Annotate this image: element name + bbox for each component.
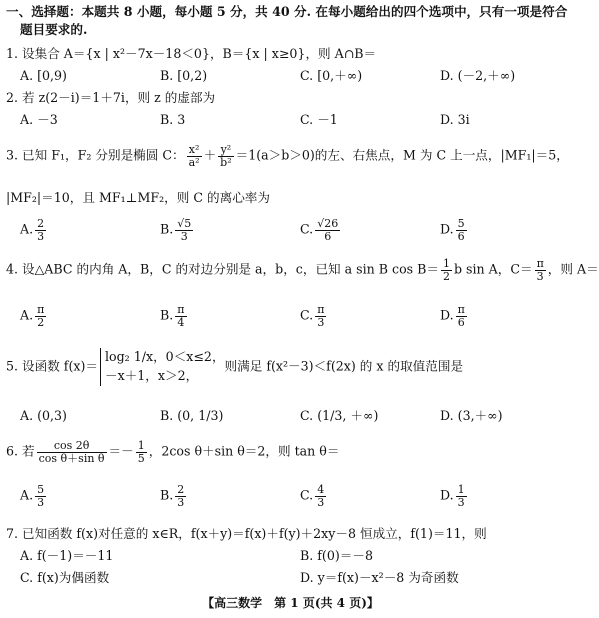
q7-option-d: D. y＝f(x)－x²－8 为奇函数 [300,570,459,585]
q3-option-c: C. $\frac{√26}{6}$ [300,217,339,243]
q6-option-c: C. $\frac{4}{3}$ [300,483,325,509]
q7-option-a: A. f(－1)＝－11 [20,548,114,563]
q1-stem: 1. 设集合 A＝{x | x²－7x－18＜0}，B＝{x | x≥0}，则 A∩B＝ [6,46,377,61]
q2-option-c: C. －1 [300,112,338,127]
section-heading-line1: 一、选择题：本题共 8 小题，每小题 5 分，共 40 分. 在每小题给出的四个选项中，只有一项是符合 [6,4,568,19]
q1-option-c: C. [0,＋∞) [300,68,363,83]
q4-option-b: B. $\frac{\pi}{4}$ [160,303,185,329]
q2-option-a: A. －3 [20,112,58,127]
q6-option-b: B. $\frac{2}{3}$ [160,483,185,509]
q2-option-d: D. 3i [440,112,470,127]
q7-option-b: B. f(0)＝－8 [300,548,373,563]
q3-option-d: D. $\frac{5}{6}$ [440,217,465,243]
q5-option-b: B. (0, 1/3) [160,408,224,423]
q7-option-c: C. f(x)为偶函数 [20,570,110,585]
q5-option-c: C. (1/3, ＋∞) [300,408,379,423]
q3-stem-line2: |MF₂|＝10，且 MF₁⊥MF₂，则 C 的离心率为 [6,190,270,205]
q1-option-a: A. [0,9) [20,68,67,83]
q5-option-d: D. (3,＋∞) [440,408,503,423]
q3-option-b: B. $\frac{√5}{3}$ [160,217,192,243]
q6-stem: 6. 若 $\frac{\cos 2\theta}{\text{cos θ＋sin θ}}$ ＝－ $\frac{1}{5}$ ，2cos θ＋sin θ＝2，则 tan θ＝ [6,439,340,465]
q3-option-a: A. $\frac{2}{3}$ [20,217,45,243]
q2-option-b: B. 3 [160,112,186,127]
q4-option-d: D. $\frac{\pi}{6}$ [440,303,465,329]
q2-stem: 2. 若 z(2－i)＝1＋7i，则 z 的虚部为 [6,90,216,105]
page-footer: 【高三数学 第 1 页(共 4 页)】 [202,596,379,610]
q1-option-d: D. (－2,＋∞) [440,68,516,83]
q4-stem: 4. 设△ABC 的内角 A，B，C 的对边分别是 a，b，c，已知 a sin B cos B＝ $\frac{1}{2}$ b sin A，C＝ $\frac{\pi}{3}$ ，则 A＝ [6,257,599,283]
section-heading-line2: 题目要求的. [20,22,88,37]
q5-piecewise: log₂ 1/x，0＜x≤2， －x＋1，x＞2， [100,348,225,386]
q6-option-d: D. $\frac{1}{3}$ [440,483,465,509]
q7-stem: 7. 已知函数 f(x)对任意的 x∈R，f(x＋y)＝f(x)＋f(y)＋2xy－8 恒成立，f(1)＝11，则 [6,526,487,541]
q4-option-a: A. $\frac{\pi}{2}$ [20,303,45,329]
q6-option-a: A. $\frac{5}{3}$ [20,483,45,509]
q4-option-c: C. $\frac{\pi}{3}$ [300,303,325,329]
q1-option-b: B. [0,2) [160,68,208,83]
q3-stem-line1: 3. 已知 F₁，F₂ 分别是椭圆 C： $\frac{\text{x²}}{\text{a²}}$ ＋ $\frac{\text{y²}}{\text{b²}}$ ＝1(a＞b＞0)的左、右焦点，M 为 C 上一点，|MF₁|＝5， [6,143,569,169]
q5-option-a: A. (0,3) [20,408,67,423]
q5-stem: 5. 设函数 f(x)＝ log₂ 1/x，0＜x≤2， －x＋1，x＞2， 则满足 f(x²－3)＜f(2x) 的 x 的取值范围是 [6,348,463,386]
